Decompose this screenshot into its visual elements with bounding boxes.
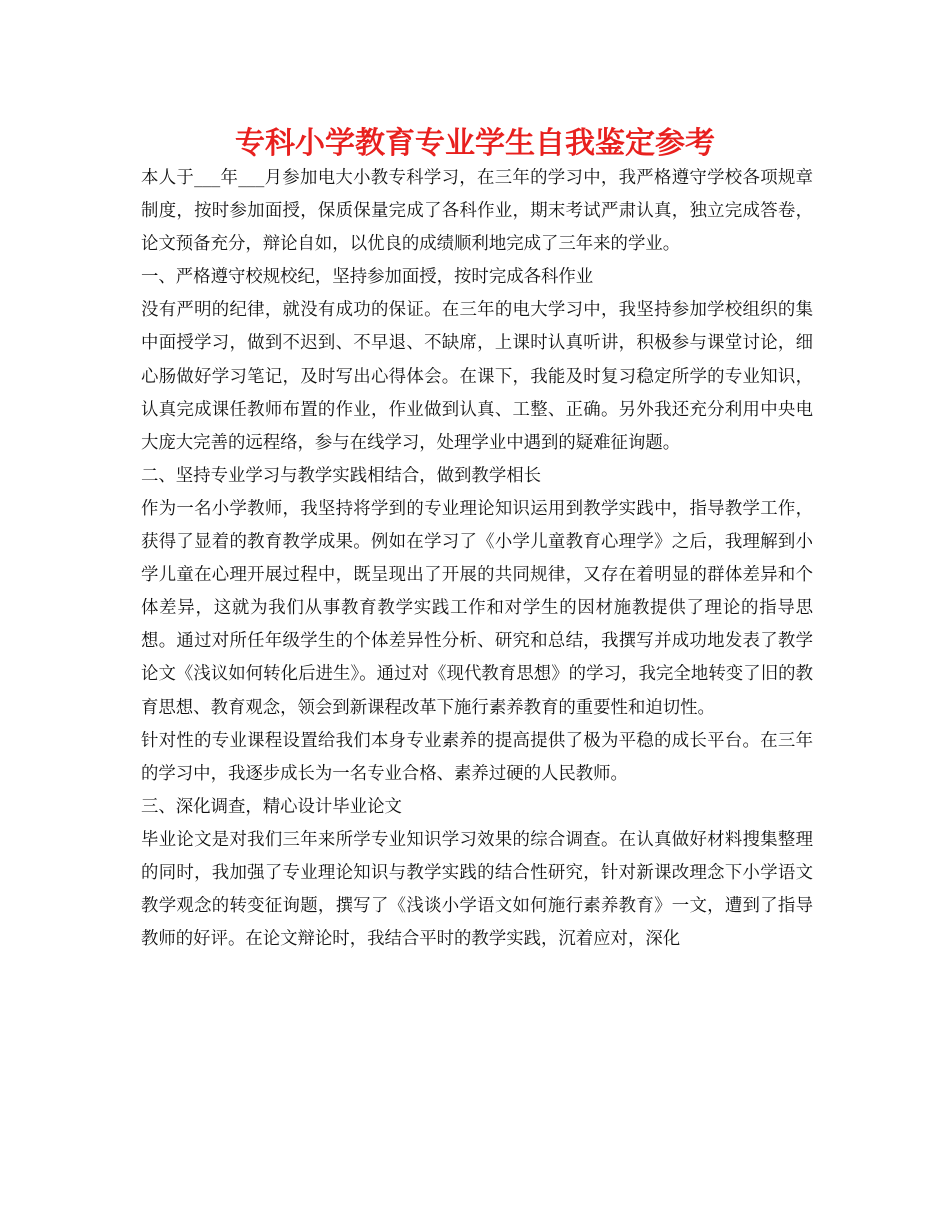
section-heading-3: 三、深化调查，精心设计毕业论文 <box>141 796 402 817</box>
section-2-paragraph-1: 作为一名小学教师，我坚持将学到的专业理论知识运用到教学实践中，指导教学工作，获得了显着的教育教学成果。例如在学习了《小学儿童教育心理学》之后，我理解到小学儿童在心理开展过程中，既呈现出了开展的共同规律，又存在着明显的群体差异和个体差异，这就为我们从事教育教学实践工作和对学生的因材施教提供了理论的指导思想。通过对所任年级学生的个体差异性分析、研究和总结，我撰写并成功地发表了教学论文《浅议如何转化后进生》。通过对《现代教育思想》的学习，我完全地转变了旧的教育思想、教育观念，领会到新课程改革下施行素养教育的重要性和迫切性。 <box>141 498 813 718</box>
document-title: 专科小学教育专业学生自我鉴定参考 <box>235 126 715 161</box>
section-1-paragraph: 没有严明的纪律，就没有成功的保证。在三年的电大学习中，我坚持参加学校组织的集中面授学习，做到不迟到、不早退、不缺席，上课时认真听讲，积极参与课堂讨论，细心肠做好学习笔记，及时写出心得体会。在课下，我能及时复习稳定所学的专业知识，认真完成课任教师布置的作业，作业做到认真、工整、正确。另外我还充分利用中央电大庞大完善的远程络，参与在线学习，处理学业中遇到的疑难征询题。 <box>141 300 813 453</box>
section-3-paragraph: 毕业论文是对我们三年来所学专业知识学习效果的综合调查。在认真做好材料搜集整理的同时，我加强了专业理论知识与教学实践的结合性研究，针对新课改理念下小学语文教学观念的转变征询题，撰写了《浅谈小学语文如何施行素养教育》一文，遭到了指导教师的好评。在论文辩论时，我结合平时的教学实践，沉着应对，深化 <box>141 829 813 950</box>
section-heading-1: 一、严格遵守校规校纪，坚持参加面授，按时完成各科作业 <box>141 267 594 288</box>
section-heading-2: 二、坚持专业学习与教学实践相结合，做到教学相长 <box>141 465 541 486</box>
section-2-paragraph-2: 针对性的专业课程设置给我们本身专业素养的提高提供了极为平稳的成长平台。在三年的学习中，我逐步成长为一名专业合格、素养过硬的人民教师。 <box>141 730 813 784</box>
intro-paragraph: 本人于___年___月参加电大小教专科学习，在三年的学习中，我严格遵守学校各项规章制度，按时参加面授，保质保量完成了各科作业，期末考试严肃认真，独立完成答卷，论文预备充分，辩论自如，以优良的成绩顺利地完成了三年来的学业。 <box>141 168 813 255</box>
document-body <box>141 162 813 956</box>
